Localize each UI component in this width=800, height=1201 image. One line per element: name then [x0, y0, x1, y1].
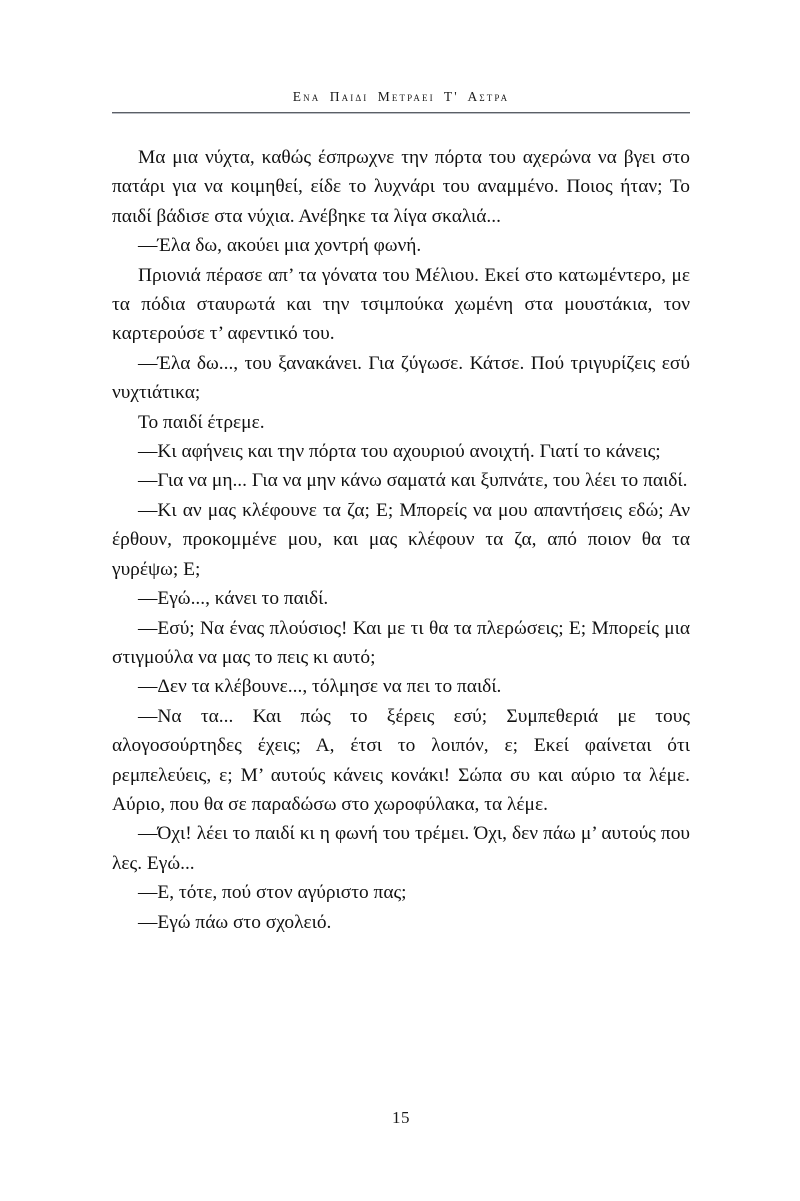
- paragraph: —Έλα δω, ακούει μια χοντρή φωνή.: [138, 235, 422, 257]
- running-head-title: Ενα Παιδι Μετραει Τ' Αστρα: [292, 89, 510, 104]
- paragraph: —Εγώ..., κάνει το παιδί.: [138, 588, 329, 610]
- paragraph: Το παιδί έτρεμε.: [138, 411, 265, 433]
- paragraph: Πριονιά πέρασε απ’ τα γόνατα του Μέλιου. Εκεί στο κατωμέντερο, με τα πόδια σταυρωτά και την τσιμπούκα χωμένη στα μουστάκια, τον καρτερούσε τ’ αφεντικό του.: [112, 264, 690, 345]
- paragraph: Μα μια νύχτα, καθώς έσπρωχνε την πόρτα του αχερώνα να βγει στο πατάρι για να κοιμηθεί, είδε το λυχνάρι του αναμμένο. Ποιος ήταν; Το παιδί βάδισε στα νύχια. Ανέβηκε τα λίγα σκαλιά...: [112, 147, 690, 227]
- paragraph: —Ε, τότε, πού στον αγύριστο πας;: [138, 882, 407, 904]
- paragraph: —Κι αφήνεις και την πόρτα του αχουριού ανοιχτή. Γιατί το κάνεις;: [138, 441, 661, 463]
- paragraph: —Για να μη... Για να μην κάνω σαματά και ξυπνάτε, του λέει το παιδί.: [138, 470, 688, 492]
- header-rule-divider: [112, 112, 690, 114]
- paragraph: —Έλα δω..., του ξανακάνει. Για ζύγωσε. Κάτσε. Πού τριγυρίζεις εσύ νυχτιάτικα;: [112, 352, 690, 404]
- paragraph: —Εσύ; Να ένας πλούσιος! Και με τι θα τα πλερώσεις; Ε; Μπορείς μια στιγμούλα να μας το πεις κι αυτό;: [112, 617, 690, 668]
- running-head: [112, 88, 690, 106]
- paragraph: —Να τα... Και πώς το ξέρεις εσύ; Συμπεθεριά με τους αλογοσούρτηδες έχεις; Α, έτσι το λοιπόν, ε; Εκεί φαίνεται ότι ρεμπελεύεις, ε; Μ’ αυτούς κάνεις κονάκι! Σώπα συ και αύριο τα λέμε. Αύριο, που θα σε παραδώσω στο χωροφύλακα, τα λέμε.: [112, 705, 690, 815]
- paragraph: —Εγώ πάω στο σχολειό.: [138, 911, 332, 933]
- paragraph: —Κι αν μας κλέφουνε τα ζα; Ε; Μπορείς να μου απαντήσεις εδώ; Αν έρθουν, προκομμένε μου, και μας κλέφουν τα ζα, από ποιον θα τα γυρέψω; Ε;: [112, 499, 690, 580]
- paragraph: —Δεν τα κλέβουνε..., τόλμησε να πει το παιδί.: [138, 676, 502, 698]
- paragraph: —Όχι! λέει το παιδί κι η φωνή του τρέμει. Όχι, δεν πάω μ’ αυτούς που λες. Εγώ...: [112, 823, 690, 874]
- page-number: 15: [392, 1108, 410, 1127]
- body-text-block: [112, 143, 690, 937]
